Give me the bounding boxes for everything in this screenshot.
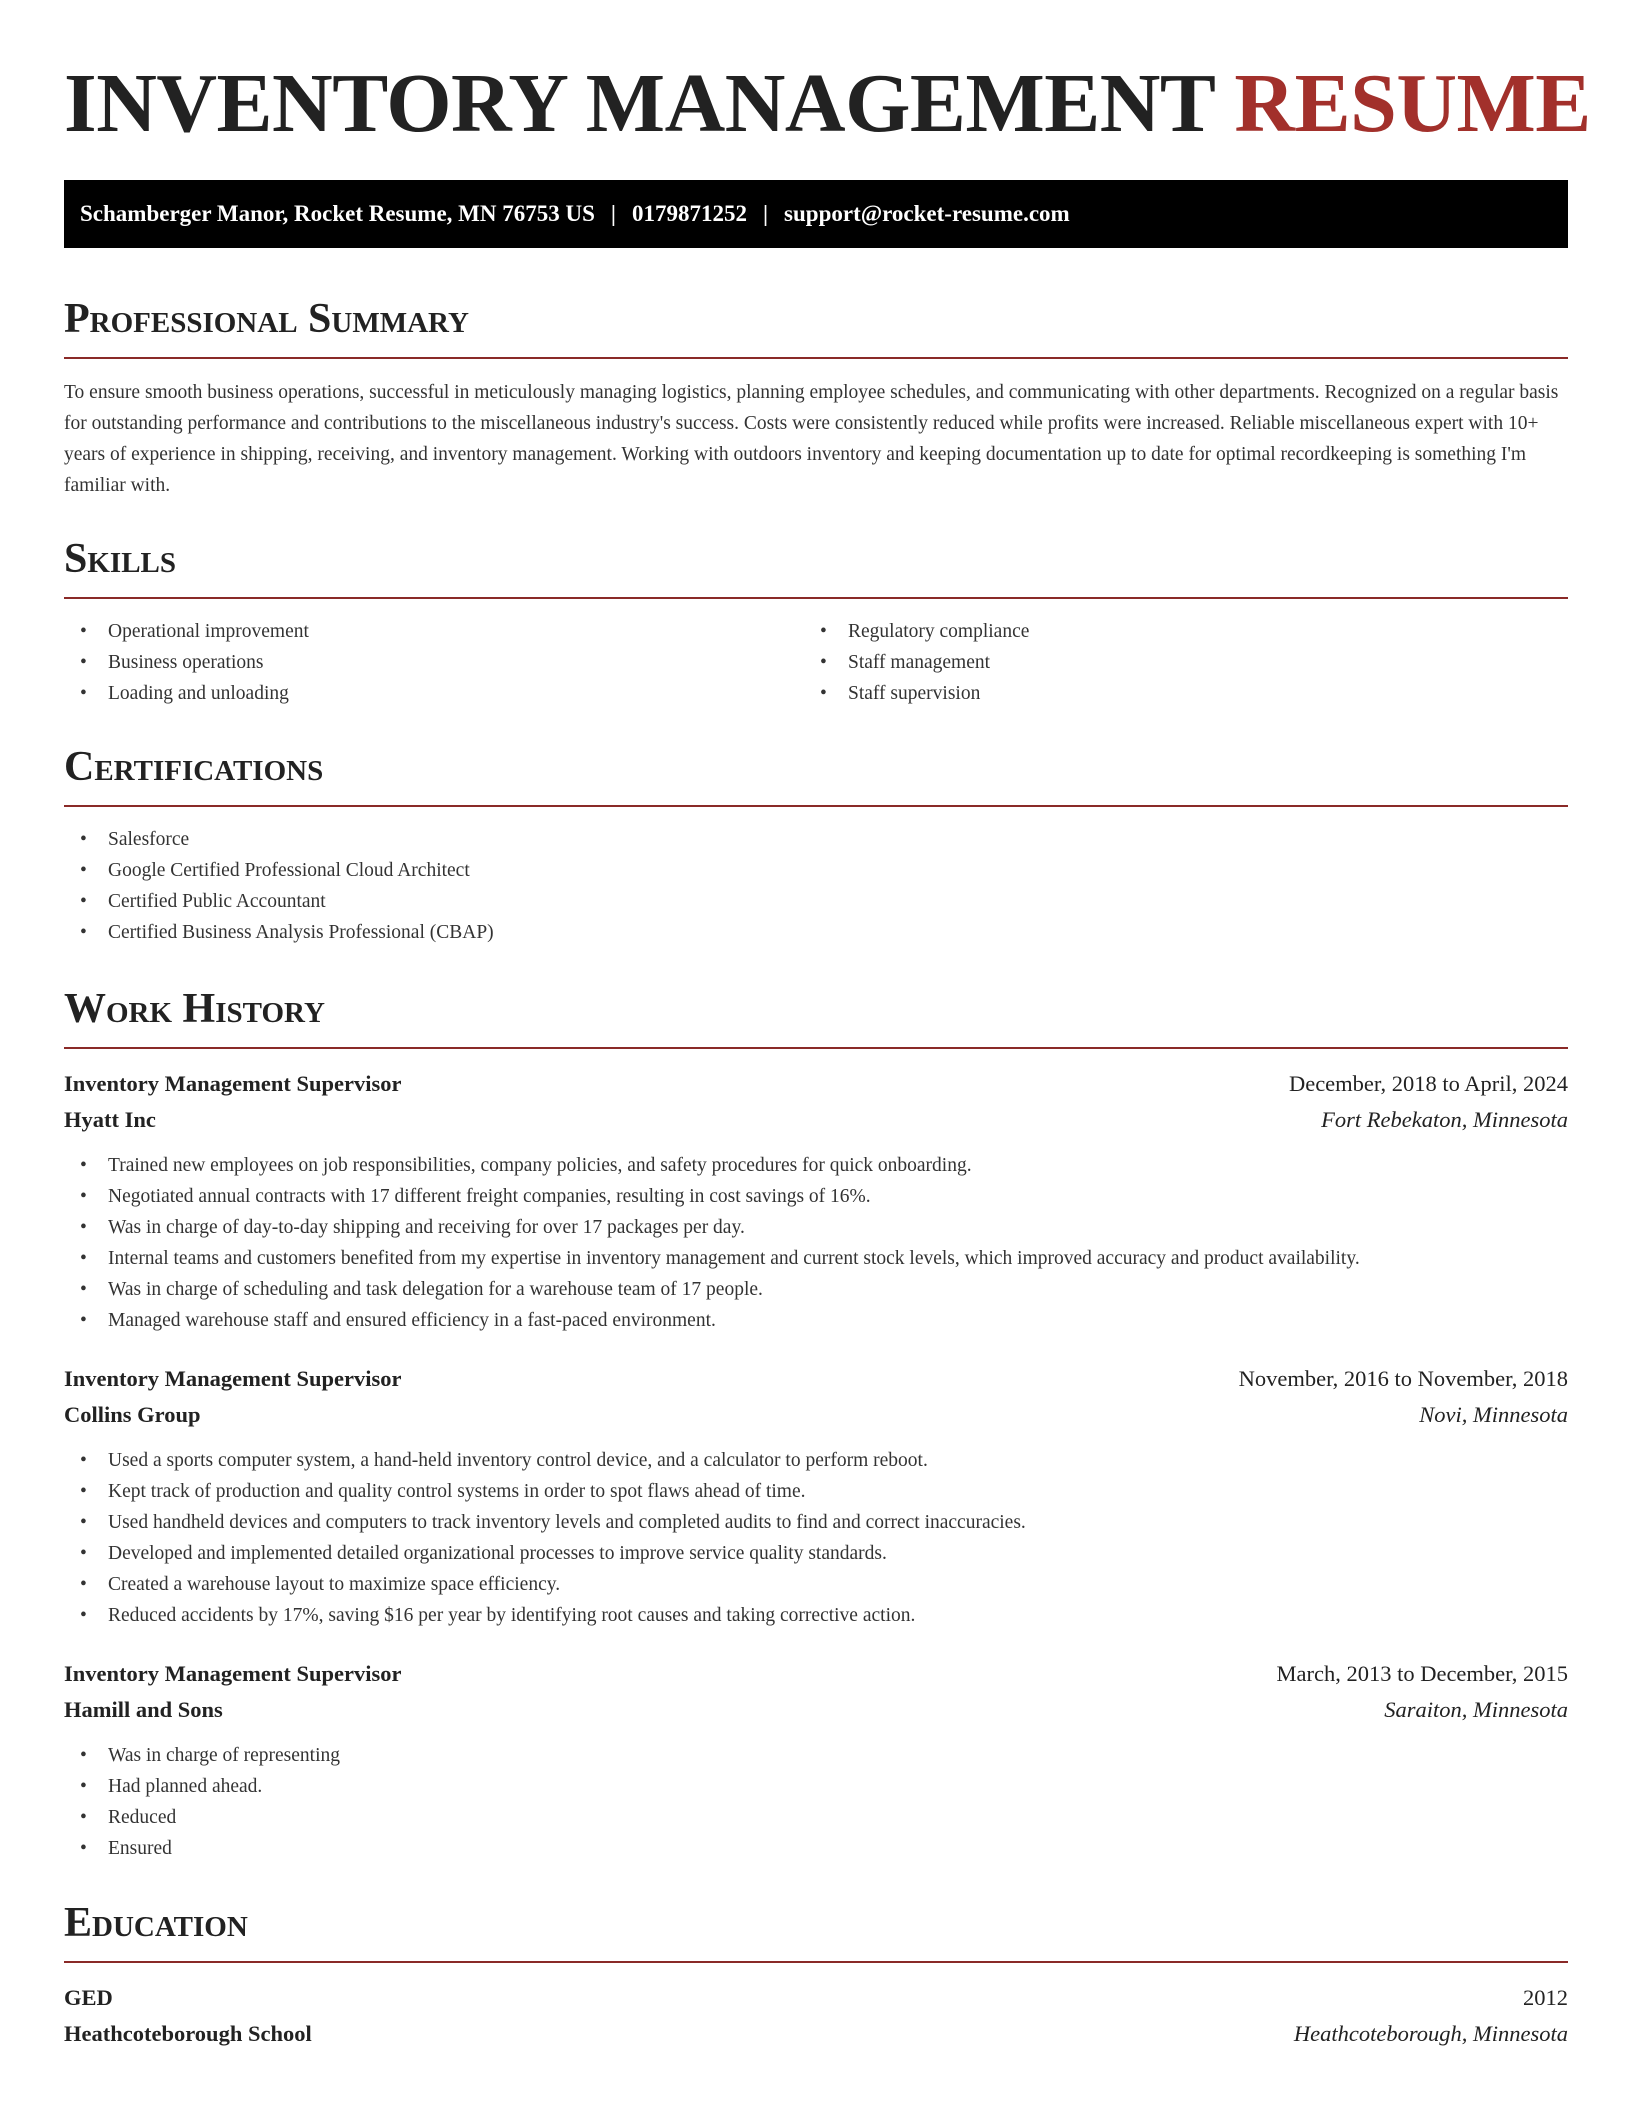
skills-heading: Skills bbox=[64, 536, 177, 582]
job-company: Collins Group bbox=[64, 1402, 201, 1427]
job-bullets bbox=[64, 1740, 1568, 1864]
contact-address: Schamberger Manor, Rocket Resume, MN 76753 US bbox=[80, 201, 595, 226]
job-company: Hyatt Inc bbox=[64, 1107, 156, 1132]
job-location: Saraiton, Minnesota bbox=[1384, 1697, 1568, 1722]
job-header-row bbox=[64, 1071, 1568, 1097]
section-divider bbox=[64, 805, 1568, 807]
section-divider bbox=[64, 357, 1568, 359]
job-header-row bbox=[64, 1661, 1568, 1687]
job-bullet: • Was in charge of scheduling and task delegation for a warehouse team of 17 people. bbox=[64, 1274, 1568, 1305]
work-history-section bbox=[64, 988, 1568, 1864]
education-section bbox=[64, 1902, 1568, 2047]
skill-item: • Regulatory compliance bbox=[804, 616, 1544, 647]
education-degree: GED bbox=[64, 1985, 113, 2010]
job-company-row bbox=[64, 1402, 1568, 1428]
skill-item: • Staff management bbox=[804, 647, 1544, 678]
education-location: Heathcoteborough, Minnesota bbox=[1293, 2021, 1568, 2046]
summary-heading: Professional Summary bbox=[64, 296, 469, 342]
summary-text: To ensure smooth business operations, successful in meticulously managing logistics, planning employee schedules, and communicating with other departments. Recognized on a regular basis for outstanding performance and contributions to the miscellaneous industry's success. Costs were consistently reduced while profits were increased. Reliable miscellaneous expert with 10+ years of experience in shipping, receiving, and inventory management. Working with outdoors inventory and keeping documentation up to date for optimal recordkeeping is something I'm familiar with. bbox=[64, 382, 1559, 496]
certifications-section bbox=[64, 746, 1568, 948]
job-location: Novi, Minnesota bbox=[1419, 1402, 1568, 1427]
certification-item: • Certified Public Accountant bbox=[64, 886, 1568, 917]
certification-item: • Salesforce bbox=[64, 824, 1568, 855]
job-company: Hamill and Sons bbox=[64, 1697, 223, 1722]
job-title: Inventory Management Supervisor bbox=[64, 1071, 402, 1096]
section-divider bbox=[64, 597, 1568, 599]
section-divider bbox=[64, 1047, 1568, 1049]
skills-list-right bbox=[804, 616, 1544, 709]
contact-separator: | bbox=[762, 201, 769, 226]
education-year: 2012 bbox=[1523, 1985, 1568, 2010]
job-bullet: • Reduced accidents by 17%, saving $16 per year by identifying root causes and taking corrective action. bbox=[64, 1600, 1568, 1631]
job-bullet: • Reduced bbox=[64, 1802, 1568, 1833]
job-bullet: • Trained new employees on job responsibilities, company policies, and safety procedures for quick onboarding. bbox=[64, 1150, 1568, 1181]
resume-title bbox=[64, 57, 1591, 150]
job-bullet: • Managed warehouse staff and ensured efficiency in a fast-paced environment. bbox=[64, 1305, 1568, 1336]
job-bullet: • Was in charge of representing bbox=[64, 1740, 1568, 1771]
job-bullet: • Created a warehouse layout to maximize space efficiency. bbox=[64, 1569, 1568, 1600]
education-school-row bbox=[64, 2021, 1568, 2047]
skill-item: • Operational improvement bbox=[64, 616, 804, 647]
job-bullet: • Ensured bbox=[64, 1833, 1568, 1864]
skill-item: • Business operations bbox=[64, 647, 804, 678]
skills-section bbox=[64, 538, 1568, 709]
certifications-list bbox=[64, 824, 1568, 948]
job-bullet: • Had planned ahead. bbox=[64, 1771, 1568, 1802]
contact-bar bbox=[64, 180, 1568, 248]
job-dates: March, 2013 to December, 2015 bbox=[1276, 1661, 1568, 1686]
job-location: Fort Rebekaton, Minnesota bbox=[1321, 1107, 1568, 1132]
job-bullet: • Kept track of production and quality control systems in order to spot flaws ahead of time. bbox=[64, 1476, 1568, 1507]
job-header-row bbox=[64, 1366, 1568, 1392]
job-company-row bbox=[64, 1697, 1568, 1723]
job-bullets bbox=[64, 1150, 1568, 1336]
skills-list-left bbox=[64, 616, 804, 709]
job-title: Inventory Management Supervisor bbox=[64, 1661, 402, 1686]
summary-section bbox=[64, 298, 1568, 501]
title-main: INVENTORY MANAGEMENT bbox=[64, 57, 1214, 150]
job-dates: November, 2016 to November, 2018 bbox=[1238, 1366, 1568, 1391]
education-header-row bbox=[64, 1985, 1568, 2011]
contact-phone: 0179871252 bbox=[631, 201, 747, 226]
job-entry bbox=[64, 1366, 1568, 1631]
skill-item: • Staff supervision bbox=[804, 678, 1544, 709]
job-bullet: • Used a sports computer system, a hand-held inventory control device, and a calculator to perform reboot. bbox=[64, 1445, 1568, 1476]
education-school: Heathcoteborough School bbox=[64, 2021, 312, 2046]
job-bullet: • Negotiated annual contracts with 17 different freight companies, resulting in cost savings of 16%. bbox=[64, 1181, 1568, 1212]
job-entry bbox=[64, 1071, 1568, 1336]
contact-email: support@rocket-resume.com bbox=[784, 201, 1070, 226]
job-bullet: • Used handheld devices and computers to track inventory levels and completed audits to find and correct inaccuracies. bbox=[64, 1507, 1568, 1538]
job-company-row bbox=[64, 1107, 1568, 1133]
work-history-heading: Work History bbox=[64, 986, 325, 1032]
education-heading: Education bbox=[64, 1900, 248, 1946]
certifications-heading: Certifications bbox=[64, 744, 324, 790]
skills-grid bbox=[64, 616, 1568, 709]
skill-item: • Loading and unloading bbox=[64, 678, 804, 709]
contact-separator: | bbox=[610, 201, 616, 226]
section-divider bbox=[64, 1961, 1568, 1963]
certification-item: • Certified Business Analysis Professional (CBAP) bbox=[64, 917, 1568, 948]
job-bullet: • Internal teams and customers benefited from my expertise in inventory management and current stock levels, which improved accuracy and product availability. bbox=[64, 1243, 1568, 1274]
job-dates: December, 2018 to April, 2024 bbox=[1288, 1071, 1568, 1096]
title-accent: RESUME bbox=[1234, 57, 1591, 150]
education-entry bbox=[64, 1985, 1568, 2047]
certification-item: • Google Certified Professional Cloud Architect bbox=[64, 855, 1568, 886]
job-bullets bbox=[64, 1445, 1568, 1631]
job-title: Inventory Management Supervisor bbox=[64, 1366, 402, 1391]
job-bullet: • Was in charge of day-to-day shipping and receiving for over 17 packages per day. bbox=[64, 1212, 1568, 1243]
job-entry bbox=[64, 1661, 1568, 1864]
job-bullet: • Developed and implemented detailed organizational processes to improve service quality standards. bbox=[64, 1538, 1568, 1569]
